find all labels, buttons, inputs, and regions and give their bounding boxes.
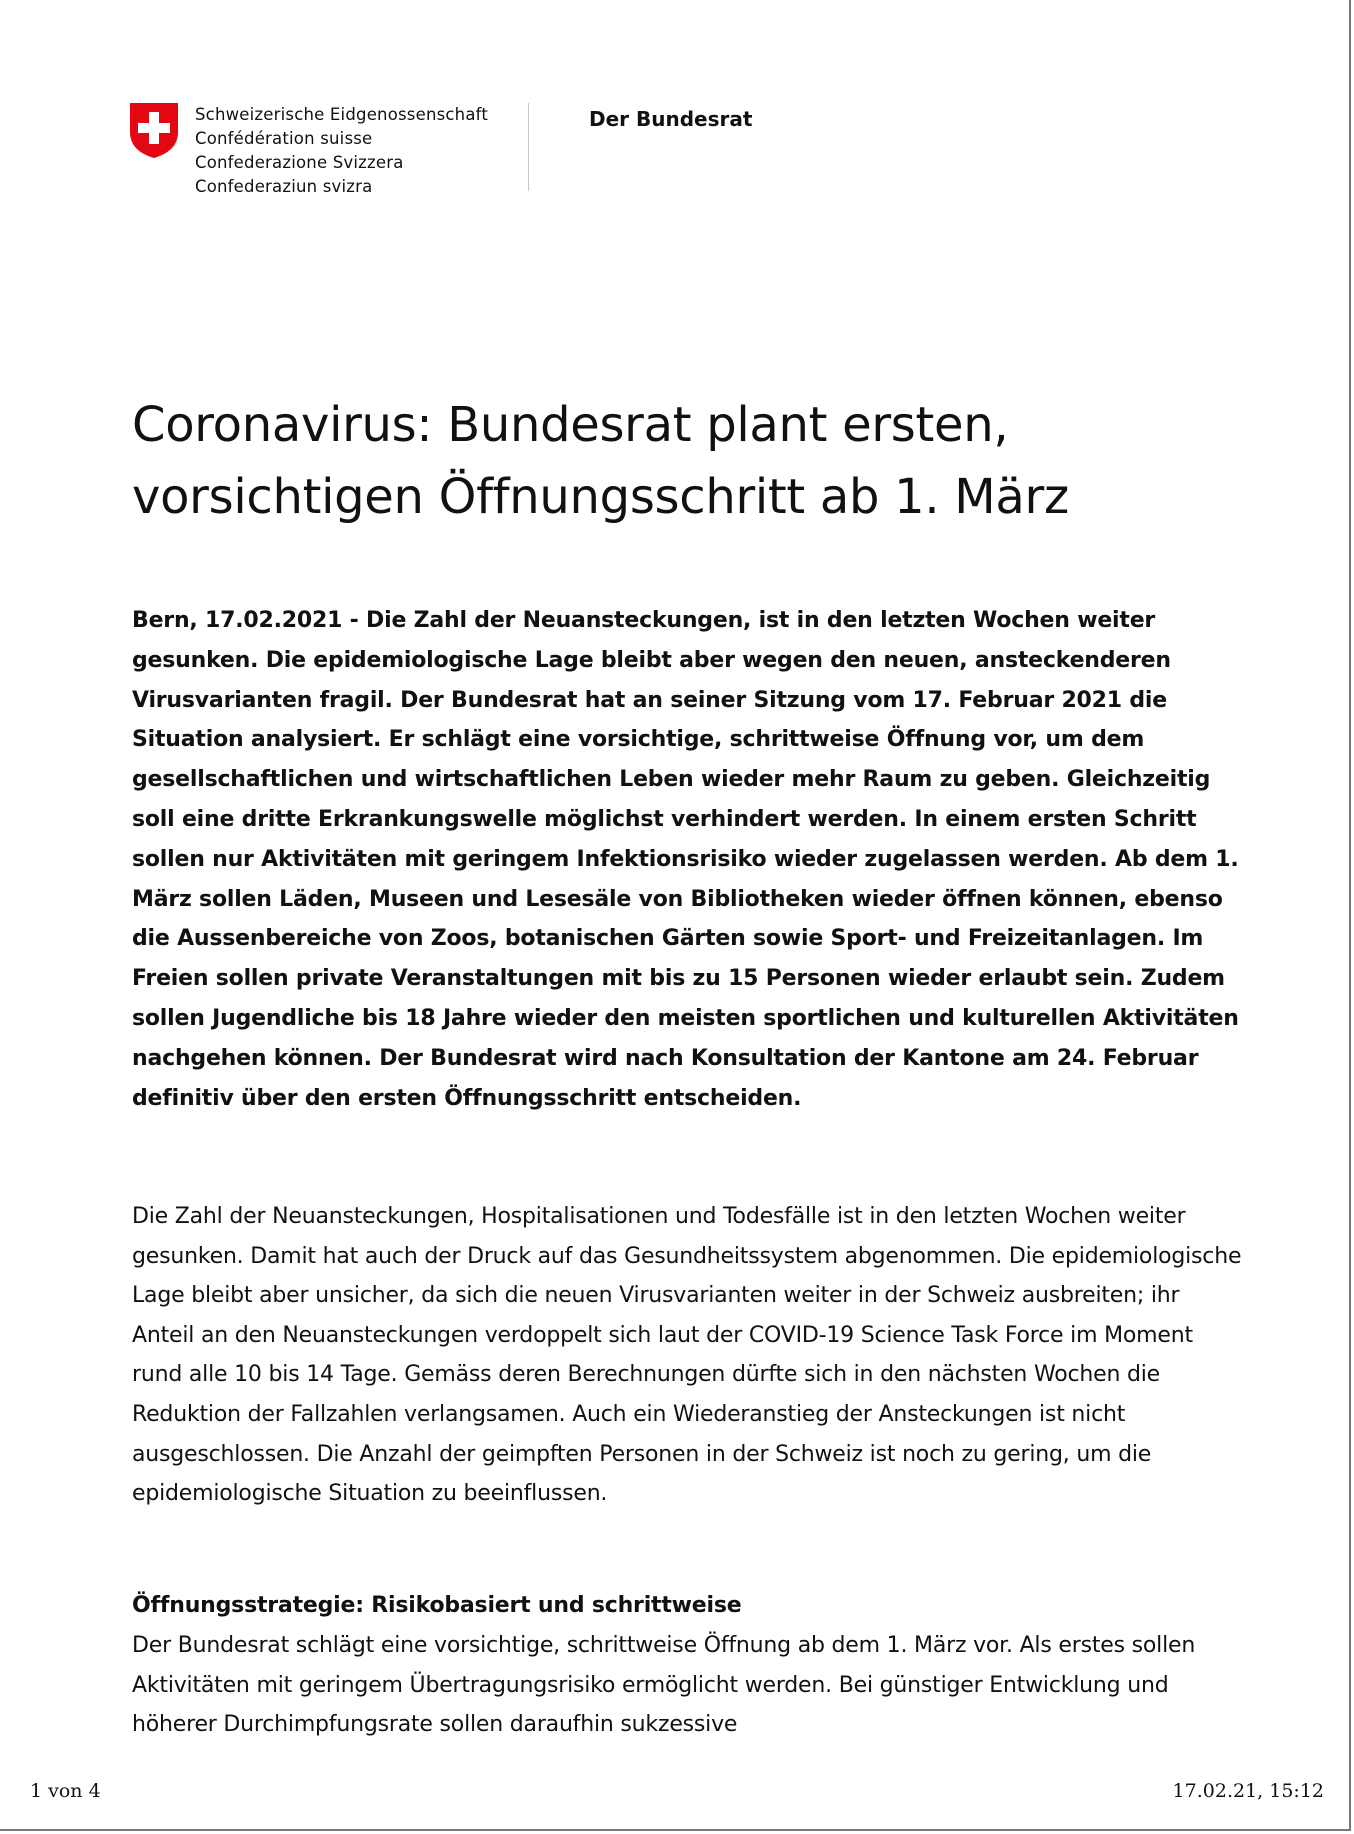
letterhead [0,0,1354,200]
confederation-name-rm: Confederaziun svizra [195,177,373,196]
confederation-name-it: Confederazione Svizzera [195,153,404,172]
swiss-coat-of-arms-icon [129,102,179,159]
page-title: Coronavirus: Bundesrat plant ersten, vorsichtigen Öffnungsschritt ab 1. März [132,397,1069,525]
organization-name: Der Bundesrat [589,107,753,131]
section-paragraph: Der Bundesrat schlägt eine vorsichtige, schrittweise Öffnung ab dem 1. März vor. Als erstes sollen Aktivitäten mit geringem Übertragungsrisiko ermöglicht werden. Bei günstiger Entwicklung und höherer Durchimpfungsrate sollen daraufhin sukzessive [132,1633,1196,1738]
print-timestamp: 17.02.21, 15:12 [1172,1780,1324,1802]
header-divider [528,103,529,191]
page-indicator: 1 von 4 [30,1780,101,1802]
confederation-name-fr: Confédération suisse [195,129,373,148]
section-heading: Öffnungsstrategie: Risikobasiert und schrittweise [132,1593,742,1618]
confederation-names [195,103,488,199]
body-paragraph: Die Zahl der Neuansteckungen, Hospitalisationen und Todesfälle ist in den letzten Wochen weiter gesunken. Damit hat auch der Druck auf das Gesundheitssystem abgenommen. Die epidemiologische Lage bleibt aber unsicher, da sich die neuen Virusvarianten weiter in der Schweiz ausbreiten; ihr Anteil an den Neuansteckungen verdoppelt sich laut der COVID-19 Science Task Force im Moment rund alle 10 bis 14 Tage. Gemäss deren Berechnungen dürfte sich in den nächsten Wochen die Reduktion der Fallzahlen verlangsamen. Auch ein Wiederanstieg der Ansteckungen ist nicht ausgeschlossen. Die Anzahl der geimpften Personen in der Schweiz ist noch zu gering, um die epidemiologische Situation zu beeinflussen. [132,1204,1242,1507]
lead-paragraph: Bern, 17.02.2021 - Die Zahl der Neuansteckungen, ist in den letzten Wochen weiter gesunken. Die epidemiologische Lage bleibt aber wegen den neuen, ansteckenderen Virusvarianten fragil. Der Bundesrat hat an seiner Sitzung vom 17. Februar 2021 die Situation analysiert. Er schlägt eine vorsichtige, schrittweise Öffnung vor, um dem gesellschaftlichen und wirtschaftlichen Leben wieder mehr Raum zu geben. Gleichzeitig soll eine dritte Erkrankungswelle möglichst verhindert werden. In einem ersten Schritt sollen nur Aktivitäten mit geringem Infektionsrisiko wieder zugelassen werden. Ab dem 1. März sollen Läden, Museen und Lesesäle von Bibliotheken wieder öffnen können, ebenso die Aussenbereiche von Zoos, botanischen Gärten sowie Sport- und Freizeitanlagen. Im Freien sollen private Veranstaltungen mit bis zu 15 Personen wieder erlaubt sein. Zudem sollen Jugendliche bis 18 Jahre wieder den meisten sportlichen und kulturellen Aktivitäten nachgehen können. Der Bundesrat wird nach Konsultation der Kantone am 24. Februar definitiv über den ersten Öffnungsschritt entscheiden. [132,608,1239,1111]
confederation-name-de: Schweizerische Eidgenossenschaft [195,105,489,124]
